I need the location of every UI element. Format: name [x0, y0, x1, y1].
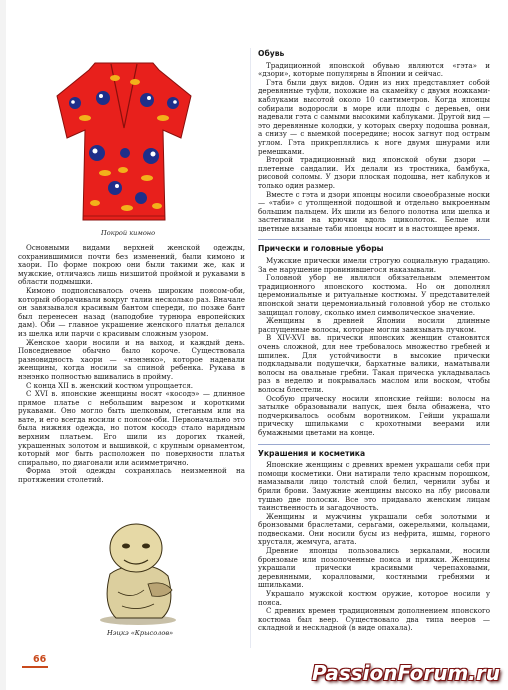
kimono-caption: Покрой кимоно [101, 229, 156, 237]
paragraph: Вместе с гэта и дзори японцы носили своеобразные носки — «таби» с утолщенной подошвой и отдельно выкроенным большим пальцем. Их шили из белого полотна или шелка и застегивали на крючки вдоль щиколоток. Белые или цветные вязаные таби японцы носят и в настоящее время. [258, 189, 490, 233]
paragraph: Японские женщины с древних времен украшали себя при помощи косметики. Они натирали тело красным порошком, намазывали лицо толстый слой белил, чернили зубы и брили брови. Замужние женщины высоко на лбу рисовали тушью две полоски. Все это придавало женским лицам таинственность и загадочность. [258, 460, 490, 513]
paragraph: Форма этой одежды сохранялась неизменной на протяжении столетий. [18, 466, 245, 485]
left-column-text [18, 244, 245, 485]
netsuke-eye [122, 544, 130, 549]
paragraph: Головной убор не являлся обязательным элементом традиционного японского костюма. Но он дополнял церемониальные и ритуальные костюмы. У представителей японской знати церемониальный головной убор не столько защищал голову, сколько имел символическое значение. [258, 273, 490, 317]
paragraph: Украшало мужской костюм оружие, которое носили у пояса. [258, 589, 490, 607]
paragraph: В XIV-XVI вв. прически японских женщин становятся очень сложной, для нее требовалось множество гребней и шпилек. Для устойчивости в высокие прически подкладывали подушечки, бархатные валики, наматывали волосы на овальные гребни. Такая прическа укладывалась раз в неделю и покрывалась маслом или воском, чтобы волосы блестели. [258, 333, 490, 394]
paragraph: Особую прическу носили японские гейши: волосы на затылке образовывали напуск, шея была обнажена, что подчеркивалось особым воротником. Гейши украшали прическу шпильками с крохотными веерами или бумажными цветами на конце. [258, 393, 490, 437]
section-heading: Прически и головные уборы [258, 244, 384, 254]
page-number: 66 [33, 654, 47, 665]
paragraph: Мужские прически имели строгую социальную градацию. За ее нарушение провинившегося наказывали. [258, 256, 490, 274]
netsuke-head [110, 524, 162, 572]
paragraph: Второй традиционный вид японской обуви дзори — плетеные сандалии. Их делали из тростника, бамбука, рисовой соломы. У дзори плоская подошва, нет каблуков и только один размер. [258, 155, 490, 190]
netsuke-eye [142, 544, 150, 549]
paragraph: Женщины и мужчины украшали себя золотыми и бронзовыми браслетами, серьгами, ожерельями, кольцами, подвесками. Они носили бусы из нефрита, яшмы, горного хрусталя, жемчуга, агата. [258, 511, 490, 547]
column-divider [250, 48, 251, 648]
paragraph: С конца XII в. женский костюм упрощается. [26, 380, 194, 390]
paragraph: Традиционной японской обувью являются «гэта» и «дзори», которые популярны в Японии и сейчас. [258, 60, 490, 79]
kimono-body [57, 63, 191, 220]
section-separator [258, 444, 490, 445]
paragraph: Женское хаори носили и на выход, и каждый день. Повседневное обычно было короче. Существовала разновидность хаори — «нэнэнко», которое надевали женщины, когда носили за спиной ребенка. Рукава в нэнэнко полностью вшивались в пройму. [18, 337, 245, 381]
watermark: PassionForum.ru [311, 661, 500, 685]
footer-rule [22, 666, 48, 668]
page-edge [0, 0, 6, 690]
paragraph: С древних времен традиционным дополнением японского костюма был веер. Существовало два типа вееров — складной и нескладной (в виде опахала). [258, 606, 490, 633]
paragraph: Кимоно подпоясывалось очень широким поясом-оби, который оборачивали вокруг талии несколько раз. Вначале он завязывался красивым бантом спереди, по позже бант был перенесен назад (наподобие турнюра европейских дам). Оби — главное украшение женского платья делался из шелка или парчи с красивым сложным узором. [18, 285, 245, 338]
paragraph: С XVI в. японские женщины носят «косодэ» — длинное прямое платье с небольшим вырезом и короткими рукавами. Оно могло быть шелковым, стеганым или на вате, и его всегда носили с поясом-оби. Первоначально это была нижняя одежда, но потом косодэ стало нарядным верхним платьем. Его шили из дорогих тканей, украшенных золотом и вышивкой, с крупным орнаментом, который мог быть расположен по поверхности платья спирально, по диагонали или асимметрично. [18, 389, 245, 467]
section-heading: Обувь [258, 49, 285, 58]
netsuke-caption: Нэцкэ «Крысолов» [107, 629, 174, 637]
paragraph: Гэта были двух видов. Один из них представляет собой деревянные туфли, похожие на скамейку с двумя ножками-каблуками высотой около 10 сантиметров. Когда японцы собирали водоросли в море или плоды с деревьев, они надевали гэта с самыми высокими каблуками. Другой вид — это деревянные колодки, у которых сверху подошва ровная, а снизу — с выемкой посередине; носок загнут под острым углом. Гэта прикреплялись к ноге двумя шнурами или ремешками. [258, 77, 490, 156]
paragraph: Основными видами верхней женской одежды, сохранившимися почти без изменений, были кимоно и хаори. По форме покрою они были такими же, как и мужские, отличаясь лишь низшитой проймой и рукавами в области подмышки. [18, 243, 245, 287]
netsuke-illustration [92, 514, 184, 626]
kimono-illustration [55, 58, 193, 228]
paragraph: Древние японцы пользовались зеркалами, носили бронзовые или позолоченные пояса и пряжки. Женщины украшали прически красивыми черепаховыми, деревянными, коралловыми, костяными гребнями и шпильками. [258, 546, 490, 590]
section-heading: Украшения и косметика [258, 448, 366, 458]
right-column-text [258, 50, 490, 633]
section-separator [258, 239, 490, 240]
paragraph: Женщины в древней Японии носили длинные распущенные волосы, которые могли завязывать пучком. [258, 316, 490, 334]
